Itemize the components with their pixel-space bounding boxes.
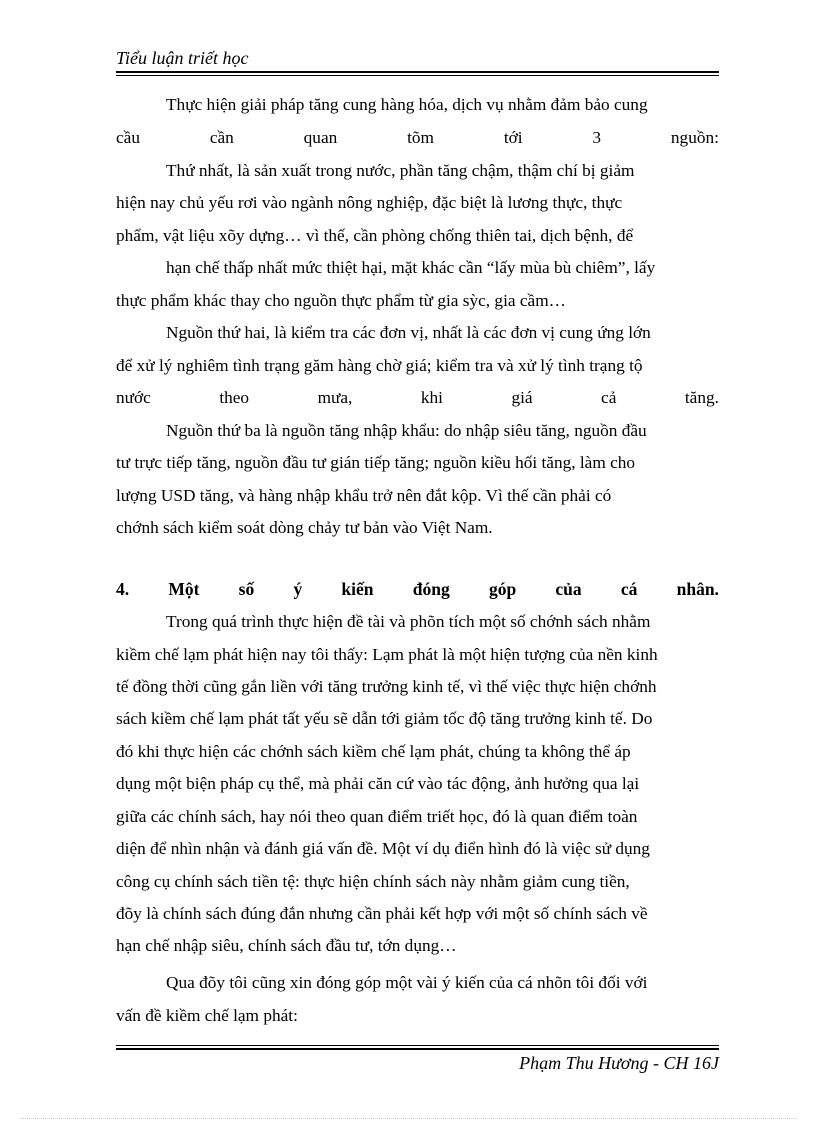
text-line: Trong quá trình thực hiện đề tài và phõn tích một số chớnh sách nhằm <box>166 612 651 631</box>
word: tới <box>503 128 523 147</box>
text-line: Thứ nhất, là sản xuất trong nước, phần tăng chậm, thậm chí bị giảm <box>166 161 635 180</box>
heading-word: cá <box>620 579 638 599</box>
text-line: phẩm, vật liệu xõy dựng… vì thế, cần phòng chống thiên tai, dịch bệnh, để <box>116 226 634 245</box>
text-line: đó khi thực hiện các chớnh sách kiềm chế lạm phát, chúng ta không thể áp <box>116 742 631 761</box>
heading-word: số <box>238 579 255 599</box>
word: 3 <box>592 128 602 147</box>
text-line-justified <box>116 122 719 154</box>
footer-rule-thin <box>116 1045 719 1046</box>
text-line: kiềm chế lạm phát hiện nay tôi thấy: Lạm phát là một hiện tượng của nền kinh <box>116 645 658 664</box>
page-bottom-dotted-border <box>20 1118 796 1119</box>
footer-author: Phạm Thu Hương - CH 16J <box>519 1053 719 1073</box>
word: cầu <box>116 128 140 147</box>
text-line: lượng USD tăng, và hàng nhập khẩu trở nên đắt kộp. Vì thế cần phải có <box>116 486 612 505</box>
text-line: thực phẩm khác thay cho nguồn thực phẩm từ gia sỳc, gia cầm… <box>116 291 566 310</box>
text-line: chớnh sách kiểm soát dòng chảy tư bản vào Việt Nam. <box>116 518 493 537</box>
text-line: vấn đề kiềm chế lạm phát: <box>116 1006 298 1025</box>
text-line: sách kiềm chế lạm phát tất yếu sẽ dẫn tới giảm tốc độ tăng trưởng kinh tế. Do <box>116 709 653 728</box>
heading-word: kiến <box>341 579 374 599</box>
text-line: đõy là chính sách đúng đắn nhưng cần phải kết hợp với một số chính sách về <box>116 904 648 923</box>
header-title: Tiểu luận triết học <box>116 48 249 68</box>
word: cần <box>209 128 234 147</box>
text-line: để xử lý nghiêm tình trạng găm hàng chờ giá; kiểm tra và xử lý tình trạng tộ <box>116 356 643 375</box>
word: cả <box>601 388 617 407</box>
text-line: hạn chế thấp nhất mức thiệt hại, mặt khác cần “lấy mùa bù chiêm”, lấy <box>166 258 656 277</box>
text-line: giữa các chính sách, hay nói theo quan điểm triết học, đó là quan điểm toàn <box>116 807 638 826</box>
text-line: hạn chế nhập siêu, chính sách đầu tư, tớn dụng… <box>116 936 457 955</box>
header-rule-thin <box>116 75 719 76</box>
heading-word: của <box>555 579 582 599</box>
word: nguồn: <box>670 128 719 147</box>
heading-word: 4. <box>116 579 130 599</box>
heading-word: Một <box>168 579 200 599</box>
word: quan <box>303 128 338 147</box>
text-line: tế đồng thời cũng gắn liền với tăng trưởng kinh tế, vì thế việc thực hiện chớnh <box>116 677 657 696</box>
text-line: Nguồn thứ ba là nguồn tăng nhập khẩu: do nhập siêu tăng, nguồn đầu <box>166 421 647 440</box>
word: giá <box>511 388 533 407</box>
word: tõm <box>407 128 434 147</box>
text-line: Nguồn thứ hai, là kiểm tra các đơn vị, nhất là các đơn vị cung ứng lớn <box>166 323 651 342</box>
word: tăng. <box>684 388 719 407</box>
text-line: công cụ chính sách tiền tệ: thực hiện chính sách này nhằm giảm cung tiền, <box>116 872 630 891</box>
text-line: tư trực tiếp tăng, nguồn đầu tư gián tiếp tăng; nguồn kiều hối tăng, làm cho <box>116 453 636 472</box>
word: mưa, <box>317 388 353 407</box>
footer-rule-thick <box>116 1048 719 1050</box>
text-line-justified <box>116 382 719 414</box>
text-line: Qua đõy tôi cũng xin đóng góp một vài ý kiến của cá nhõn tôi đối với <box>166 973 648 992</box>
section-heading <box>116 573 719 605</box>
heading-word: ý <box>293 579 303 599</box>
text-line: dụng một biện pháp cụ thể, mà phải căn cứ vào tác động, ảnh hưởng qua lại <box>116 774 640 793</box>
heading-word: góp <box>488 579 517 599</box>
heading-word: đóng <box>412 579 450 599</box>
text-line: diện để nhìn nhận và đánh giá vấn đề. Một ví dụ điển hình đó là việc sử dụng <box>116 839 650 858</box>
text-line: Thực hiện giải pháp tăng cung hàng hóa, dịch vụ nhằm đảm bảo cung <box>166 95 648 114</box>
word: nước <box>116 388 151 407</box>
word: theo <box>219 388 250 407</box>
text-line: hiện nay chủ yếu rơi vào ngành nông nghiệp, đặc biệt là lương thực, thực <box>116 193 623 212</box>
word: khi <box>420 388 443 407</box>
header-rule-thick <box>116 71 719 73</box>
heading-word: nhân. <box>676 579 719 599</box>
